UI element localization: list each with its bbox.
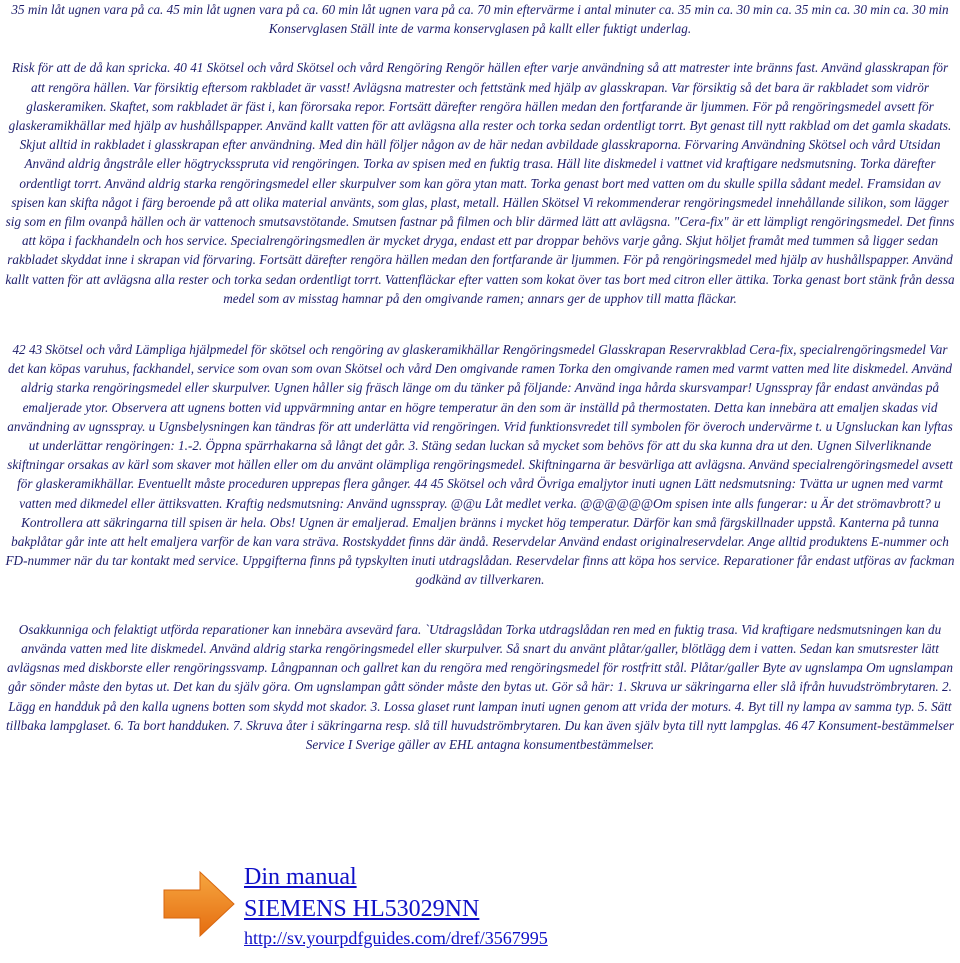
manual-url-link[interactable]: http://sv.yourpdfguides.com/dref/3567995	[244, 928, 548, 948]
product-model-link[interactable]: SIEMENS HL53029NN	[244, 896, 480, 922]
din-manual-link[interactable]: Din manual	[244, 864, 357, 890]
paragraph-oven-times: 35 min låt ugnen vara på ca. 45 min låt ugnen vara på ca. 60 min låt ugnen vara på ca. 70 min eftervärme i antal minuter ca. 35 min ca. 30 min ca. 35 min ca. 30 min ca. 30 min Konservglasen Ställ inte de varma konservglasen på kallt eller fuktigt underlag.	[11, 2, 949, 37]
paragraph-repairs-lamp: Osakkunniga och felaktigt utförda reparationer kan innebära avsevärd fara. `Utdragslådan Torka utdragslådan ren med en fuktig trasa. Vid kraftigare nedsmutsningen kan du använda vatten med lite diskmedel. Använd aldrig starka rengöringsmedel eller skurpulver. Så snart du använt plåtar/galler, blötlägg dem i vatten. Sedan kan smutsrester lätt avlägsnas med diskborste eller rengöringssvamp. Långpannan och gallret kan du rengöra med rengöringsmedel för rostfritt stål. Plåtar/galler Byte av ugnslampa Om ugnslampan går sönder måste den bytas ut. Det kan du själv göra. Om ugnslampan gått sönder måste den bytas ut. Gör så här: 1. Skruva ur säkringarna eller slå ifrån huvudströmbrytaren. 2. Lägg en handduk på den kalla ugnens botten som skydd mot skador. 3. Lossa glaset runt lampan inuti ugnen genom att vrida der moturs. 4. Byt till ny lampa av samma typ. 5. Sätt tillbaka lampglaset. 6. Ta bort handduken. 7. Skruva åter i säkringarna resp. slå till huvudströmbrytaren. Du kan även själv byta till nytt lampglas. 46 47 Konsument-bestämmelser Service I Sverige gäller av EHL antagna konsumentbestämmelser.	[6, 621, 954, 752]
paragraph-cleaning-aids: 42 43 Skötsel och vård Lämpliga hjälpmedel för skötsel och rengöring av glaskeramikhällar Rengöringsmedel Glasskrapan Reservrakblad Cera-fix, specialrengöringsmedel Var det kan köpas varuhus, fackhandel, service som ovan som ovan Skötsel och vård Den omgivande ramen Torka den omgivande ramen med varmt vatten med lite diskmedel. Använd aldrig starka rengöringsmedel eller skurpulver. Ugnen håller sig fräsch länge om du tänker på följande: Använd inga hårda skursvampar! Ugnsspray får endast användas på emaljerade ytor. Observera att ugnens botten vid uppvärmning antar en högre temperatur än den som är inställd på thermostaten. Detta kan innebära att emaljen skadas vid användning av ugnsspray. u Ugnsbelysningen kan tändras för att underlätta vid rengöringen. Vrid funktionsvredet till symbolen för överoch undervärme t. u Ugnsluckan kan lyftas ut underlättar rengöringen: 1.-2. Öppna spärrhakarna så långt det går. 3. Stäng sedan luckan så mycket som behövs för att du ska kunna dra ut den. Ugnen Silverliknande skiftningar orsakas av kärl som skaver mot hällen eller om du använt olämpliga rengöringsmedel. Skiftningarna är besvärliga att avlägsna. Använd specialrengöringsmedel avsett för glaskeramikhällar. Eventuellt måste proceduren upprepas flera gånger. 44 45 Skötsel och vård Övriga emaljytor inuti ugnen Lätt nedsmutsning: Tvätta ur ugnen med varmt vatten med dikmedel eller ättiksvatten. Kraftig nedsmutsning: Använd ugnsspray. @@u Låt medlet verka. @@@@@@Om spisen inte alls fungerar: u Är det strömavbrott? u Kontrollera att säkringarna till spisen är hela. Obs! Ugnen är emaljerad. Emaljen bränns i mycket hög temperatur. Därför kan små färgskillnader uppstå. Kanterna på tunna bakplåtar går inte att helt emaljera varför de kan vara sträva. Rostskyddet finns där ändå. Reservdelar Använd endast originalreservdelar. Ange alltid produktens E-nummer och FD-nummer när du tar kontakt med service. Uppgifterna finns på typskylten inuti utdragslådan. Reservdelar finns att köpa hos service. Reparationer får endast utföras av fackman godkänd av tillverkaren.	[5, 342, 955, 588]
arrow-right-icon	[160, 868, 238, 940]
paragraph-care-cleaning: Risk för att de då kan spricka. 40 41 Skötsel och vård Skötsel och vård Rengöring Rengör hällen efter varje användning så att matrester inte bränns fast. Använd glasskrapan för att rengöra hällen. Var försiktig eftersom rakbladet är vasst! Avlägsna matrester och fettstänk med hjälp av glasskrapan. Var försiktig så det bara är rakbladet som vidrör glaskeramiken. Skaftet, som rakbladet är fäst i, kan förorsaka repor. Fortsätt därefter rengöra hällen medan den fortfarande är ljummen. För på rengöringsmedel avsett för glaskeramikhällar med hjälp av hushållspapper. Använd kallt vatten för att avlägsna alla rester och torka sedan ordentligt torrt. Byt genast till nytt rakblad om det gamla skadats. Skjut alltid in rakbladet i glasskrapan efter användning. Med din häll följer någon av de här nedan avbildade glasskraporna. Förvaring Användning Skötsel och vård Utsidan Använd aldrig ångstråle eller högtryckssprutа vid rengöringen. Torka av spisen med en fuktig trasa. Häll lite diskmedel i vattnet vid kraftigare nedsmutsning. Torka därefter ordentligt torrt. Använd aldrig starka rengöringsmedel eller skurpulver som kan göra ytan matt. Torka genast bort med vatten om du skulle spilla sådant medel. Framsidan av spisen kan skifta något i färg beroende på att olika material använts, som glas, plast, metall. Hällen Skötsel Vi rekommenderar rengöringsmedel innehållande silikon, som lägger sig som en film ovanpå hällen och är vattenoch smutsavstötande. Smutsen fastnar på filmen och blir därmed lätt att avlägsna. "Cera-fix" är ett lämpligt rengöringsmedel. Det finns att köpa i fackhandeln och hos service. Specialrengöringsmedlen är mycket dryga, endast ett par droppar behövs varje gång. Skjut höljet framåt med tummen så ligger sedan rakbladet skyddat inne i skrapan vid förvaring. Fortsätt därefter rengöra hällen medan den fortfarande är ljummen. För på rengöringsmedel med hjälp av hushållspapper. Använd kallt vatten för att avlägsna alla rester och torka sedan ordentligt torrt. Vattenfläckar efter vatten som kokat över tas bort med citron eller ättika. Torka genast bort stänk från dessa medel som av misstag hamnar på den omgivande ramen; annars ger de upphov till matta fläckar.	[5, 60, 955, 306]
manual-footer	[160, 862, 760, 962]
footer-links	[244, 862, 548, 950]
manual-text-body	[4, 0, 956, 754]
